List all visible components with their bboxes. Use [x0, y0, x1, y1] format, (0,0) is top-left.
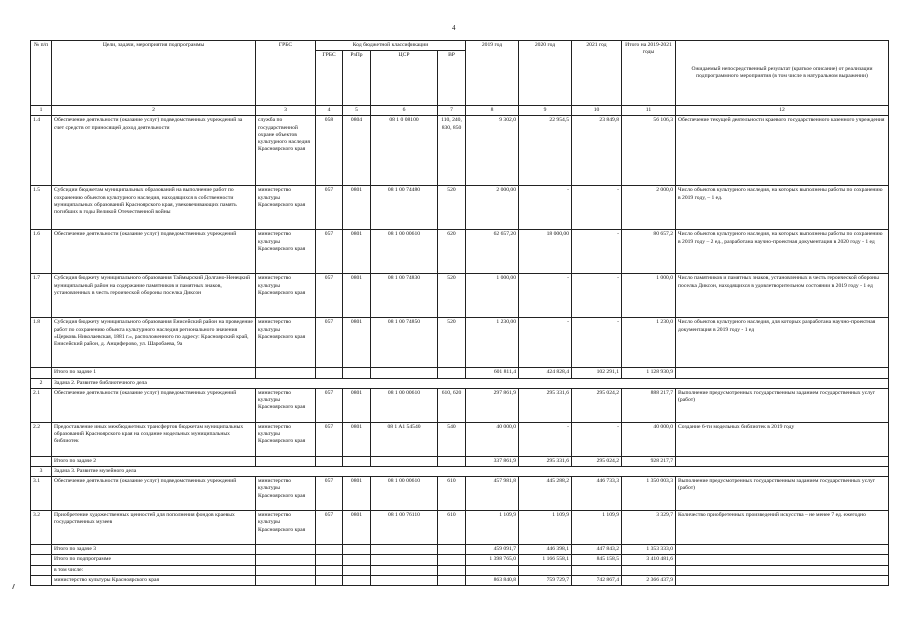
row-2020: 295 331,6	[519, 388, 572, 422]
row-result: Число памятников и памятных знаков, установленных в честь героической обороны поселка Диксон, находящихся в удовлетворительном состоянии в 2019 году - 1 ед	[676, 274, 889, 318]
total-2019: 459 091,7	[466, 545, 519, 555]
row-num: 1.6	[31, 230, 52, 274]
row-num: 3.1	[31, 477, 52, 511]
task3-heading-row	[31, 467, 889, 477]
header-total: Итого на 2019-2021 годы	[622, 41, 676, 106]
table-row	[31, 230, 889, 274]
row-code-vr: 110, 240, 830, 850	[438, 116, 466, 186]
row-2019: 297 861,9	[466, 388, 519, 422]
page-number: 4	[452, 24, 456, 32]
total-2019: 1 398 765,0	[466, 555, 519, 565]
col-number: 12	[676, 106, 889, 116]
table-row	[31, 274, 889, 318]
row-code-vr: 620	[438, 230, 466, 274]
row-code-rzpr: 0801	[343, 186, 371, 230]
ministry-2020: 759 729,7	[519, 575, 572, 585]
row-name: Приобретение художественных ценностей для пополнения фондов краевых государственных музеев	[52, 511, 256, 545]
row-2019: 62 657,20	[466, 230, 519, 274]
row-grbs: министерство культуры Красноярского края	[256, 477, 316, 511]
row-code-csr: 08 1 00 74480	[371, 186, 438, 230]
header-grbs: ГРБС	[256, 41, 316, 106]
row-code-grbs: 057	[316, 274, 343, 318]
row-code-vr: 610, 620	[438, 388, 466, 422]
row-code-vr: 540	[438, 422, 466, 456]
total-label: Итого по задаче 3	[52, 545, 256, 555]
row-code-grbs: 057	[316, 186, 343, 230]
row-2021: 446 733,3	[572, 477, 622, 511]
row-name: Обеспечение деятельности (оказание услуг) подведомственных учреждений за счет средств от приносящей доход деятельности	[52, 116, 256, 186]
row-code-csr: 08 1 00 00610	[371, 388, 438, 422]
row-2019: 1 109,9	[466, 511, 519, 545]
row-code-rzpr: 0801	[343, 274, 371, 318]
row-code-rzpr: 0801	[343, 230, 371, 274]
col-number: 10	[572, 106, 622, 116]
row-2021: -	[572, 274, 622, 318]
row-total: 1 350 003,3	[622, 477, 676, 511]
total-label: Итого по задаче 2	[52, 456, 256, 466]
row-2021: -	[572, 230, 622, 274]
row-name: Субсидия бюджету муниципального образования Таймырский Долгано-Ненецкий муниципальный район на содержание памятников и памятных знаков, установленных в честь героической обороны поселка Диксон	[52, 274, 256, 318]
row-num: 2.2	[31, 422, 52, 456]
col-number: 1	[31, 106, 52, 116]
task-num: 2	[31, 378, 52, 388]
header-2020: 2020 год	[519, 41, 572, 106]
column-numbers-row	[31, 106, 889, 116]
header-sub-grbs: ГРБС	[316, 51, 343, 106]
total-2019: 601 811,4	[466, 368, 519, 378]
row-code-csr: 08 1 00 74850	[371, 318, 438, 368]
row-total: 56 106,3	[622, 116, 676, 186]
table-row	[31, 186, 889, 230]
row-result: Создание 6-ти модельных библиотек в 2019 году	[676, 422, 889, 456]
row-code-rzpr: 0801	[343, 511, 371, 545]
task2-heading-row	[31, 378, 889, 388]
row-code-csr: 08 1 00 76110	[371, 511, 438, 545]
total-2020: 295 331,6	[519, 456, 572, 466]
row-num: 1.4	[31, 116, 52, 186]
table-header	[31, 41, 889, 116]
row-2020: 445 288,2	[519, 477, 572, 511]
total-label: Итого по подпрограмме	[52, 555, 256, 565]
row-grbs: министерство культуры Красноярского края	[256, 511, 316, 545]
total-2021: 295 024,2	[572, 456, 622, 466]
table-row	[31, 422, 889, 456]
col-number: 6	[371, 106, 438, 116]
row-name: Обеспечение деятельности (оказание услуг) подведомственных учреждений	[52, 230, 256, 274]
row-code-csr: 08 1 A1 54540	[371, 422, 438, 456]
row-code-vr: 520	[438, 274, 466, 318]
row-2020: 18 000,00	[519, 230, 572, 274]
row-result: Число объектов культурного наследия, на которых выполнены работы по сохранению в 2019 году – 2 ед., разработана научно-проектная документация в 2020 году - 1 ед	[676, 230, 889, 274]
row-code-grbs: 057	[316, 477, 343, 511]
row-code-grbs: 057	[316, 230, 343, 274]
row-result: Количество приобретенных произведений искусства – не менее 7 ед. ежегодно	[676, 511, 889, 545]
header-num: № п/п	[31, 41, 52, 106]
row-2019: 2 000,00	[466, 186, 519, 230]
ministry-total-row	[31, 575, 889, 585]
row-code-vr: 610	[438, 511, 466, 545]
col-number: 8	[466, 106, 519, 116]
row-num: 2.1	[31, 388, 52, 422]
total-2020: 424 828,4	[519, 368, 572, 378]
row-2020: -	[519, 274, 572, 318]
row-total: 40 000,0	[622, 422, 676, 456]
including-label: в том числе:	[52, 565, 256, 575]
header-expected-result: Ожидаемый непосредственный результат (краткое описание) от реализации подпрограммного мероприятия (в том числе в натуральном выражении)	[676, 41, 889, 106]
row-total: 2 000,0	[622, 186, 676, 230]
row-2019: 1 230,00	[466, 318, 519, 368]
row-2021: -	[572, 186, 622, 230]
row-num: 1.7	[31, 274, 52, 318]
row-code-vr: 610	[438, 477, 466, 511]
total-task1-row	[31, 368, 889, 378]
header-sub-rzpr: РзПр	[343, 51, 371, 106]
row-2020: 1 109,9	[519, 511, 572, 545]
col-number: 7	[438, 106, 466, 116]
row-grbs: служба по государственной охране объектов культурного наследия Красноярского края	[256, 116, 316, 186]
subprogram-activities-table	[30, 40, 889, 586]
including-row	[31, 565, 889, 575]
row-code-grbs: 057	[316, 318, 343, 368]
table-row	[31, 318, 889, 368]
ministry-2019: 863 840,8	[466, 575, 519, 585]
row-code-grbs: 057	[316, 422, 343, 456]
row-name: Обеспечение деятельности (оказание услуг) подведомственных учреждений	[52, 477, 256, 511]
row-code-grbs: 058	[316, 116, 343, 186]
header-sub-vr: ВР	[438, 51, 466, 106]
col-number: 3	[256, 106, 316, 116]
row-grbs: министерство культуры Красноярского края	[256, 388, 316, 422]
col-number: 11	[622, 106, 676, 116]
row-code-vr: 520	[438, 186, 466, 230]
row-total: 80 657,2	[622, 230, 676, 274]
table-row	[31, 477, 889, 511]
total-sum: 3 410 481,6	[622, 555, 676, 565]
row-code-csr: 08 1 00 74830	[371, 274, 438, 318]
row-code-rzpr: 0801	[343, 388, 371, 422]
row-total: 1 000,0	[622, 274, 676, 318]
header-goals: Цели, задачи, мероприятия подпрограммы	[52, 41, 256, 106]
row-code-rzpr: 0804	[343, 116, 371, 186]
row-grbs: министерство культуры Красноярского края	[256, 318, 316, 368]
row-2019: 1 000,00	[466, 274, 519, 318]
row-total: 1 230,0	[622, 318, 676, 368]
col-number: 2	[52, 106, 256, 116]
row-2020: 22 954,5	[519, 116, 572, 186]
total-task3-row	[31, 545, 889, 555]
header-2019: 2019 год	[466, 41, 519, 106]
row-grbs: министерство культуры Красноярского края	[256, 422, 316, 456]
row-grbs: министерство культуры Красноярского края	[256, 186, 316, 230]
total-2021: 447 843,2	[572, 545, 622, 555]
total-2021: 845 158,5	[572, 555, 622, 565]
total-program-row	[31, 555, 889, 565]
ministry-label: министерство культуры Красноярского края	[52, 575, 256, 585]
row-2021: -	[572, 422, 622, 456]
total-sum: 1 353 333,0	[622, 545, 676, 555]
row-code-grbs: 057	[316, 511, 343, 545]
header-2021: 2021 год	[572, 41, 622, 106]
total-2020: 1 166 558,1	[519, 555, 572, 565]
total-2020: 446 398,1	[519, 545, 572, 555]
row-2019: 9 302,0	[466, 116, 519, 186]
row-code-vr: 520	[438, 318, 466, 368]
row-name: Предоставление иных межбюджетных трансфертов бюджетам муниципальных образований Красноярского края на создание модельных муниципальных библиотек	[52, 422, 256, 456]
row-code-grbs: 057	[316, 388, 343, 422]
table-row	[31, 116, 889, 186]
row-result: Выполнение предусмотренных государственным заданием государственных услуг (работ)	[676, 388, 889, 422]
row-name: Субсидии бюджетам муниципальных образований на выполнение работ по сохранению объектов культурного наследия, находящихся в собственности муниципальных образований Красноярского края, увековечивающих память погибших в годы Великой Отечественной войны	[52, 186, 256, 230]
table-row	[31, 388, 889, 422]
ministry-sum: 2 366 437,9	[622, 575, 676, 585]
row-2021: -	[572, 318, 622, 368]
row-result: Обеспечение текущей деятельности краевого государственного казенного учреждения	[676, 116, 889, 186]
row-grbs: министерство культуры Красноярского края	[256, 230, 316, 274]
row-total: 3 329,7	[622, 511, 676, 545]
col-number: 4	[316, 106, 343, 116]
row-code-rzpr: 0801	[343, 318, 371, 368]
row-2021: 1 109,9	[572, 511, 622, 545]
row-grbs: министерство культуры Красноярского края	[256, 274, 316, 318]
total-task2-row	[31, 456, 889, 466]
header-sub-csr: ЦСР	[371, 51, 438, 106]
row-result: Число объектов культурного наследия, для которых разработана научно-проектная документация в 2019 году - 1 ед	[676, 318, 889, 368]
row-code-csr: 08 1 0 08100	[371, 116, 438, 186]
row-result: Число объектов культурного наследия, на которых выполнены работы по сохранению в 2019 году, – 1 ед.	[676, 186, 889, 230]
task-label: Задача 2. Развитие библиотечного дела	[52, 378, 889, 388]
row-2021: 295 024,2	[572, 388, 622, 422]
total-sum: 1 128 930,9	[622, 368, 676, 378]
task-num: 3	[31, 467, 52, 477]
row-result: Выполнение предусмотренных государственным заданием государственных услуг (работ)	[676, 477, 889, 511]
row-2019: 457 981,8	[466, 477, 519, 511]
row-2020: -	[519, 186, 572, 230]
row-total: 888 217,7	[622, 388, 676, 422]
task-label: Задача 3. Развитие музейного дела	[52, 467, 889, 477]
row-2020: -	[519, 318, 572, 368]
row-2021: 23 849,8	[572, 116, 622, 186]
row-code-csr: 08 1 00 00610	[371, 230, 438, 274]
row-2020: -	[519, 422, 572, 456]
row-num: 3.2	[31, 511, 52, 545]
table-row	[31, 511, 889, 545]
col-number: 9	[519, 106, 572, 116]
row-num: 1.8	[31, 318, 52, 368]
row-code-rzpr: 0801	[343, 422, 371, 456]
total-sum: 928 217,7	[622, 456, 676, 466]
total-2021: 102 291,1	[572, 368, 622, 378]
total-label: Итого по задаче 1	[52, 368, 256, 378]
header-budget-code: Код бюджетной классификации	[316, 41, 466, 51]
scan-mark	[12, 584, 19, 589]
row-code-rzpr: 0801	[343, 477, 371, 511]
ministry-2021: 742 867,4	[572, 575, 622, 585]
row-2019: 40 000,0	[466, 422, 519, 456]
row-name: Обеспечение деятельности (оказание услуг) подведомственных учреждений	[52, 388, 256, 422]
row-name: Субсидия бюджету муниципального образования Енисейский район на проведение работ по сохранению объекта культурного наследия регионального значения «Церковь Николаевская, 1881 г.», расположенного по адресу: Красноярский край, Енисейский район, д. Анциферово, ул. Шаробаева, 9а	[52, 318, 256, 368]
row-code-csr: 08 1 00 00610	[371, 477, 438, 511]
row-num: 1.5	[31, 186, 52, 230]
col-number: 5	[343, 106, 371, 116]
total-2019: 337 861,9	[466, 456, 519, 466]
